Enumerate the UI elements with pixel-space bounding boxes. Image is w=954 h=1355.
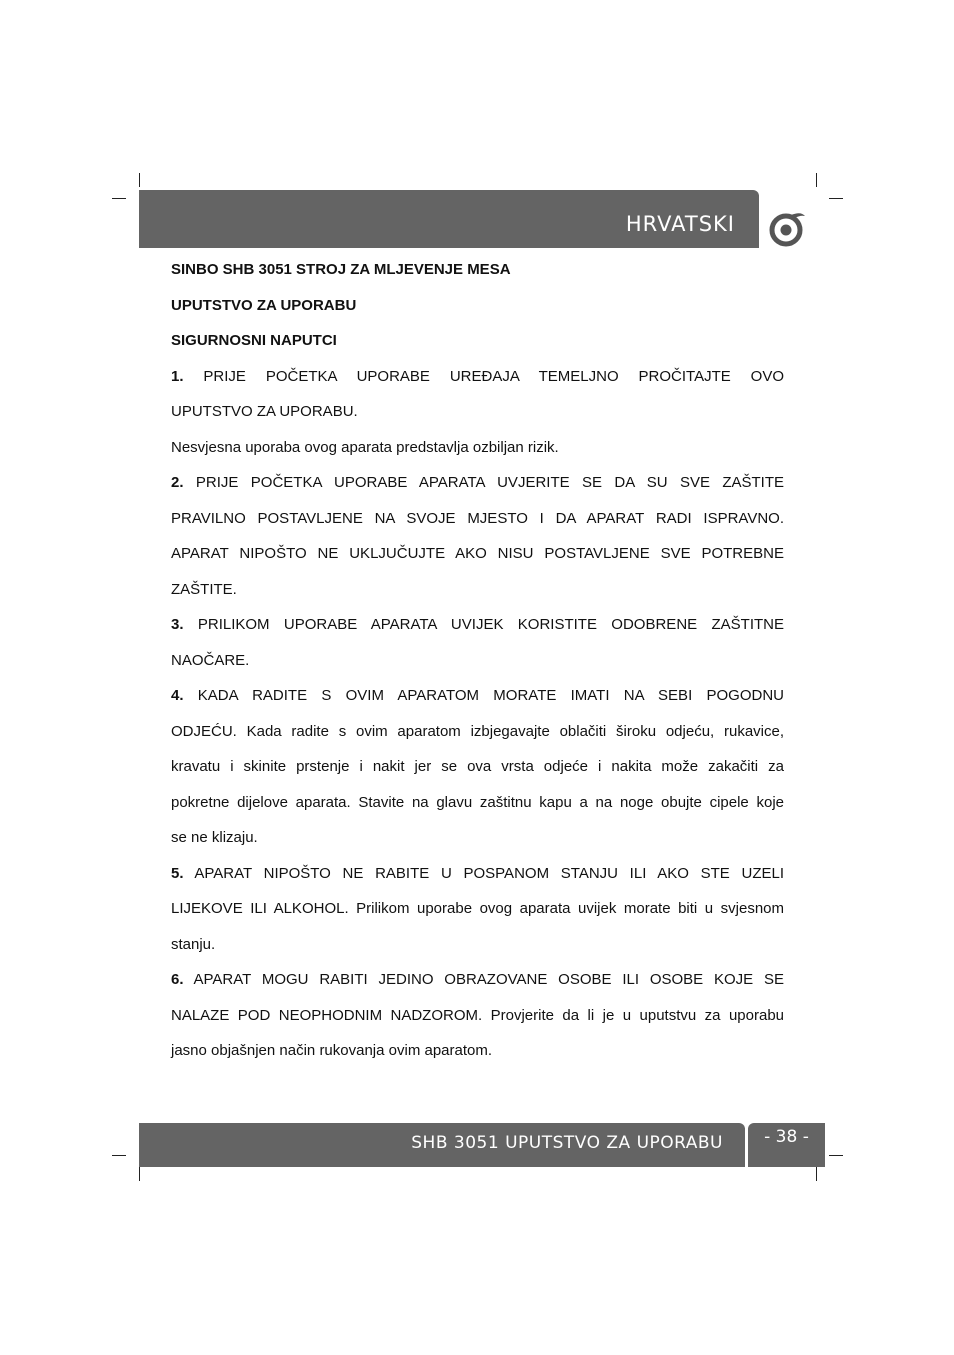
footer-title: SHB 3051 UPUTSTVO ZA UPORABU [411, 1133, 723, 1153]
list-item-number: 2. [171, 474, 184, 491]
crop-mark-top-right [816, 173, 817, 187]
list-item-text: PRILIKOM UPORABE APARATA UVIJEK KORISTITE ODOBRENE ZAŠTITNE [197, 616, 784, 633]
list-item-2-line-2: PRAVILNO POSTAVLJENE NA SVOJE MJESTO I DA APARAT RADI ISPRAVNO. [171, 509, 784, 527]
crop-mark-top-right [829, 198, 843, 199]
list-item-6-line-2: NALAZE POD NEOPHODNIM NADZOROM. Provjerite da li je u uputstvu za uporabu [171, 1006, 784, 1024]
list-item-2-line-3: APARAT NIPOŠTO NE UKLJUČUJTE AKO NISU POSTAVLJENE SVE POTREBNE [171, 545, 784, 562]
list-item-number: 3. [171, 616, 184, 633]
crop-mark-bottom-left [112, 1155, 126, 1156]
document-subtitle: UPUTSTVO ZA UPORABU [171, 296, 357, 314]
list-item-3-line-1 [171, 607, 784, 643]
list-item-1-line-2: UPUTSTVO ZA UPORABU. [171, 403, 358, 420]
sinbo-logo-icon [767, 209, 807, 249]
list-item-6-line-3: jasno objašnjen način rukovanja ovim aparatom. [171, 1042, 493, 1059]
list-item-5-line-3: stanju. [171, 935, 216, 953]
section-heading: SIGURNOSNI NAPUTCI [171, 332, 337, 349]
crop-mark-top-left [112, 198, 126, 199]
list-item-2-line-1 [171, 465, 784, 501]
list-item-4-line-4: pokretne dijelove aparata. Stavite na glavu zaštitnu kapu a na noge obujte cipele koje [171, 793, 784, 811]
document-body [171, 252, 784, 1069]
crop-mark-bottom-right [829, 1155, 843, 1156]
list-item-1-line-3: Nesvjesna uporaba ovog aparata predstavlja ozbiljan rizik. [171, 438, 559, 456]
list-item-number: 4. [171, 687, 184, 704]
list-item-4-line-2: ODJEĆU. Kada radite s ovim aparatom izbjegavajte oblačiti široku odjeću, rukavice, [171, 722, 784, 740]
list-item-3-line-2: NAOČARE. [171, 651, 250, 669]
list-item-6-line-1 [171, 962, 784, 998]
list-item-2-line-4: ZAŠTITE. [171, 580, 237, 598]
list-item-4-line-3: kravatu i skinite prstenje i nakit jer se ova vrsta odjeće i nakita može zakačiti za [171, 758, 784, 775]
page-number: - 38 - [764, 1127, 809, 1147]
crop-mark-top-left [139, 173, 140, 187]
list-item-text: KADA RADITE S OVIM APARATOM MORATE IMATI NA SEBI POGODNU [197, 687, 784, 704]
language-title: HRVATSKI [625, 212, 735, 236]
list-item-4-line-5: se ne klizaju. [171, 829, 258, 846]
list-item-text: APARAT MOGU RABITI JEDINO OBRAZOVANE OSOBE ILI OSOBE KOJE SE [193, 971, 785, 988]
crop-mark-bottom-right [816, 1167, 817, 1181]
document-title: SINBO SHB 3051 STROJ ZA MLJEVENJE MESA [171, 261, 511, 278]
list-item-text: APARAT NIPOŠTO NE RABITE U POSPANOM STANJU ILI AKO STE UZELI [194, 864, 784, 882]
list-item-5-line-1 [171, 856, 784, 892]
list-item-text: PRIJE POČETKA UPORABE UREĐAJA TEMELJNO PROČITAJTE OVO [203, 367, 784, 385]
list-item-1-line-1 [171, 359, 784, 395]
list-item-5-line-2: LIJEKOVE ILI ALKOHOL. Prilikom uporabe ovog aparata uvijek morate biti u svjesnom [171, 900, 784, 917]
list-item-number: 6. [171, 971, 184, 988]
list-item-text: PRIJE POČETKA UPORABE APARATA UVJERITE SE DA SU SVE ZAŠTITE [195, 474, 784, 491]
footer-band [139, 1123, 745, 1167]
crop-mark-bottom-left [139, 1167, 140, 1181]
list-item-number: 5. [171, 864, 184, 882]
header-band [139, 190, 759, 248]
list-item-4-line-1 [171, 678, 784, 714]
page-number-box [748, 1123, 825, 1167]
list-item-number: 1. [171, 367, 184, 385]
